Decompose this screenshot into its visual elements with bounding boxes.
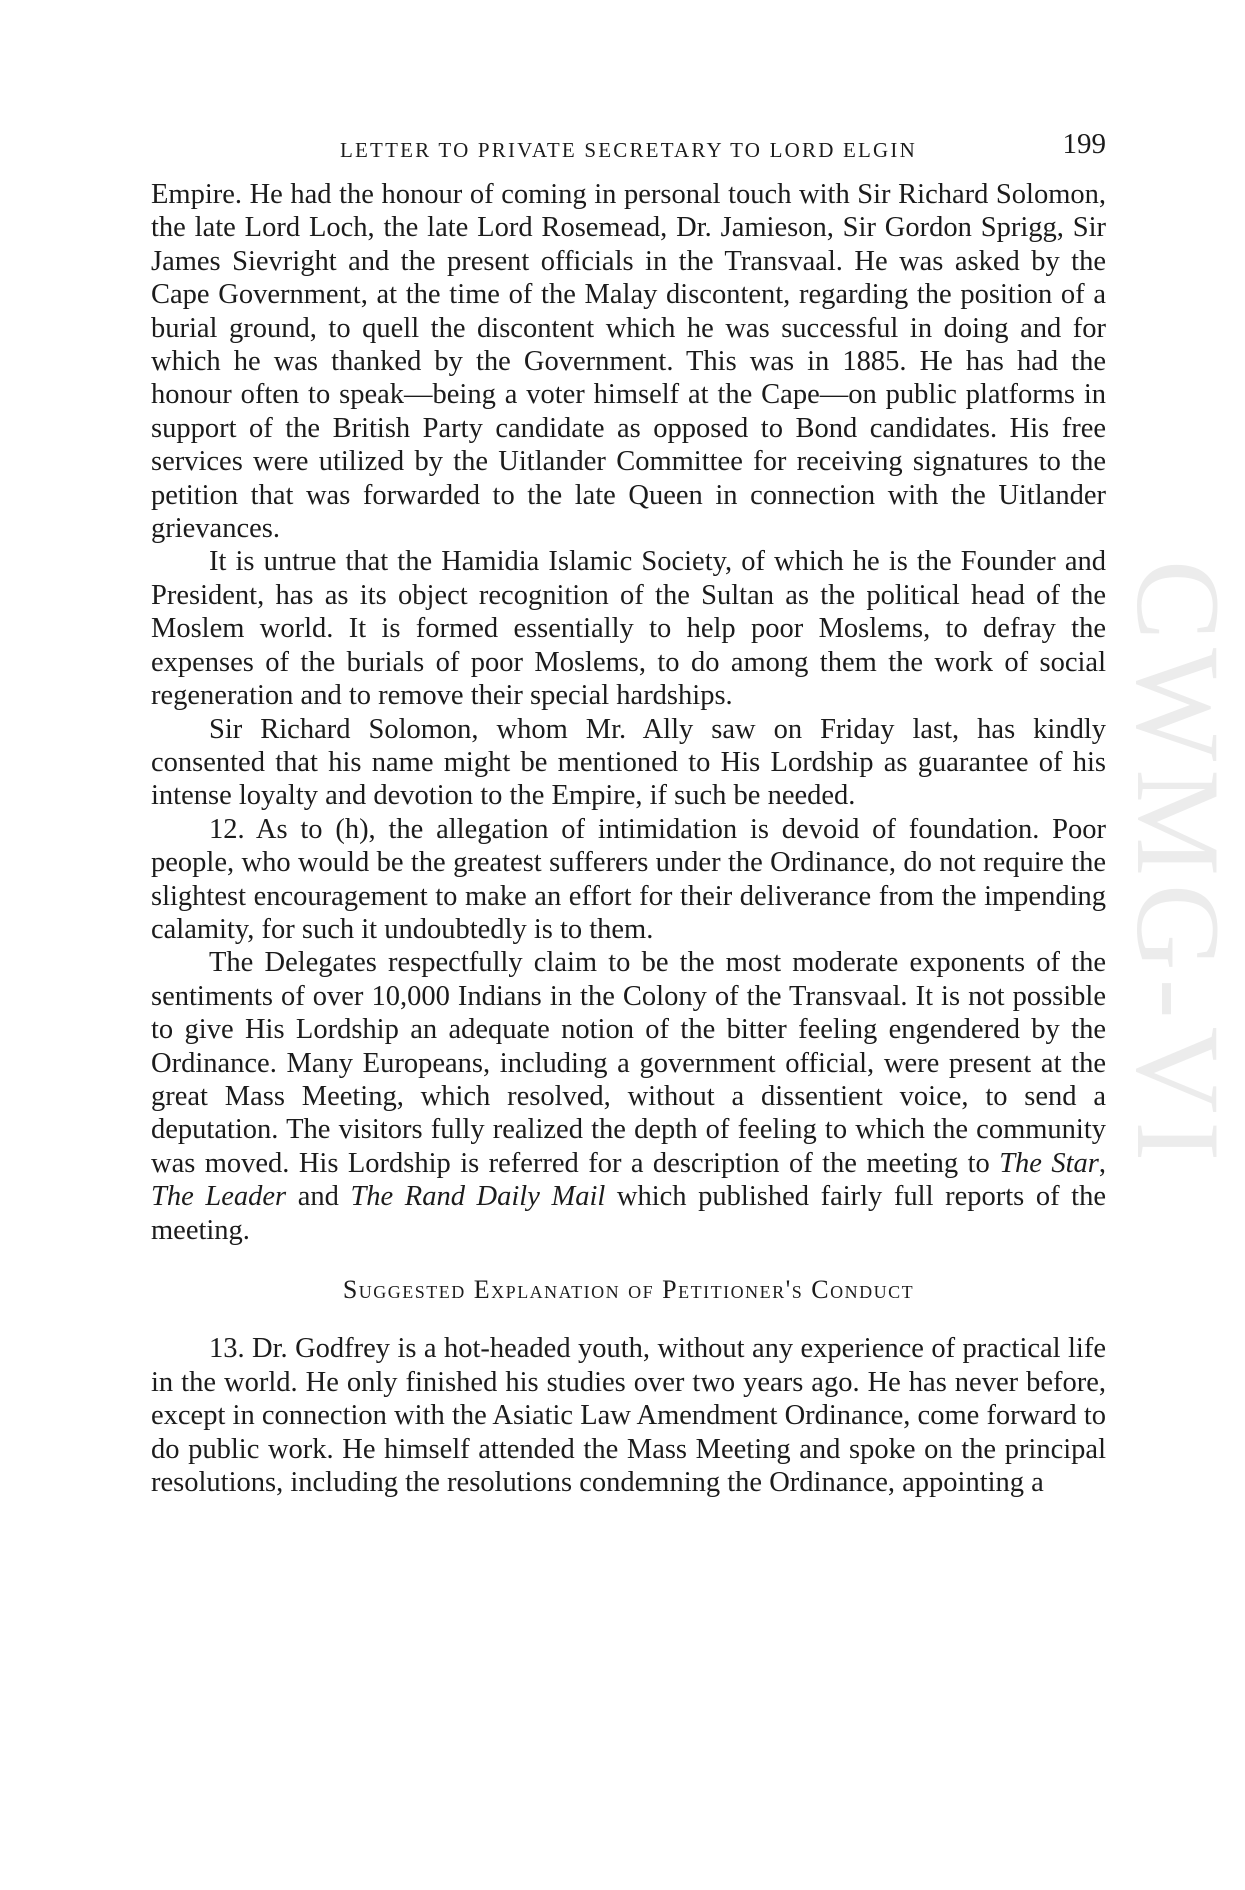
delegates-text: The Delegates respectfully claim to be the most moderate exponents of the sentiments of over 10,000 Indians in the Colony of the Transvaal. It is not possible to give His Lordship an adequate notion of the bitter feeling engendered by the Ordinance. Many Europeans, including a government official, were present at the great Mass Meeting, which resolved, without a dissentient voice, to send a deputation. The visitors fully realized the depth of feeling to which the community was moved. His Lordship is referred for a description of the meeting to — [151, 947, 1106, 1179]
paragraph-12-intimidation: 12. As to (h), the allegation of intimidation is devoid of foundation. Poor people, who would be the greatest sufferers under the Ordinance, do not require the slightest encouragement to make an effort for their deliverance from the impending calamity, for such it undoubtedly is to them. — [151, 813, 1106, 945]
separator: , — [1098, 1147, 1107, 1179]
paragraph-solomon: Sir Richard Solomon, whom Mr. Ally saw on Friday last, has kindly consented that his name might be mentioned to His Lordship as guarantee of his intense loyalty and devotion to the Empire, if such be needed. — [151, 713, 1106, 812]
delegates-text-end: which published fairly full reports of the meeting. — [151, 1181, 1106, 1246]
running-head — [151, 128, 1106, 168]
newspaper-title: The Star — [999, 1147, 1099, 1179]
paragraph-delegates — [151, 946, 1106, 1247]
body-text — [151, 178, 1106, 1499]
document-page — [151, 128, 1106, 1499]
watermark: CWMG-VI — [1112, 560, 1245, 1170]
paragraph-empire: Empire. He had the honour of coming in personal touch with Sir Richard Solomon, the late Lord Loch, the late Lord Rosemead, Dr. Jamieson, Sir Gordon Sprigg, Sir James Sievright and the present officials in the Transvaal. He was asked by the Cape Government, at the time of the Malay discontent, regarding the position of a burial ground, to quell the discontent which he was successful in doing and for which he was thanked by the Government. This was in 1885. He has had the honour often to speak—being a voter himself at the Cape—on public platforms in support of the British Party candidate as opposed to Bond candidates. His free services were utilized by the Uitlander Committee for receiving signatures to the petition that was forwarded to the late Queen in connection with the Uitlander grievances. — [151, 179, 1106, 545]
paragraph-hamidia: It is untrue that the Hamidia Islamic Society, of which he is the Founder and President, has as its object recognition of the Sultan as the political head of the Moslem world. It is formed essentially to help poor Moslems, to defray the expenses of the burials of poor Moslems, to do among them the work of social regeneration and to remove their special hardships. — [151, 546, 1106, 712]
separator: and — [286, 1181, 351, 1213]
running-head-title: LETTER TO PRIVATE SECRETARY TO LORD ELGIN — [340, 138, 917, 162]
newspaper-title: The Leader — [151, 1181, 287, 1213]
newspaper-title: The Rand Daily Mail — [350, 1181, 606, 1213]
section-heading: Suggested Explanation of Petitioner's Conduct — [342, 1275, 915, 1304]
page-number: 199 — [1062, 128, 1106, 160]
paragraph-13-godfrey: 13. Dr. Godfrey is a hot-headed youth, without any experience of practical life in the world. He only finished his studies over two years ago. He has never before, except in connection with the Asiatic Law Amendment Ordinance, come forward to do public work. He himself attended the Mass Meeting and spoke on the principal resolutions, including the resolutions condemning the Ordinance, appointing a — [151, 1333, 1106, 1499]
